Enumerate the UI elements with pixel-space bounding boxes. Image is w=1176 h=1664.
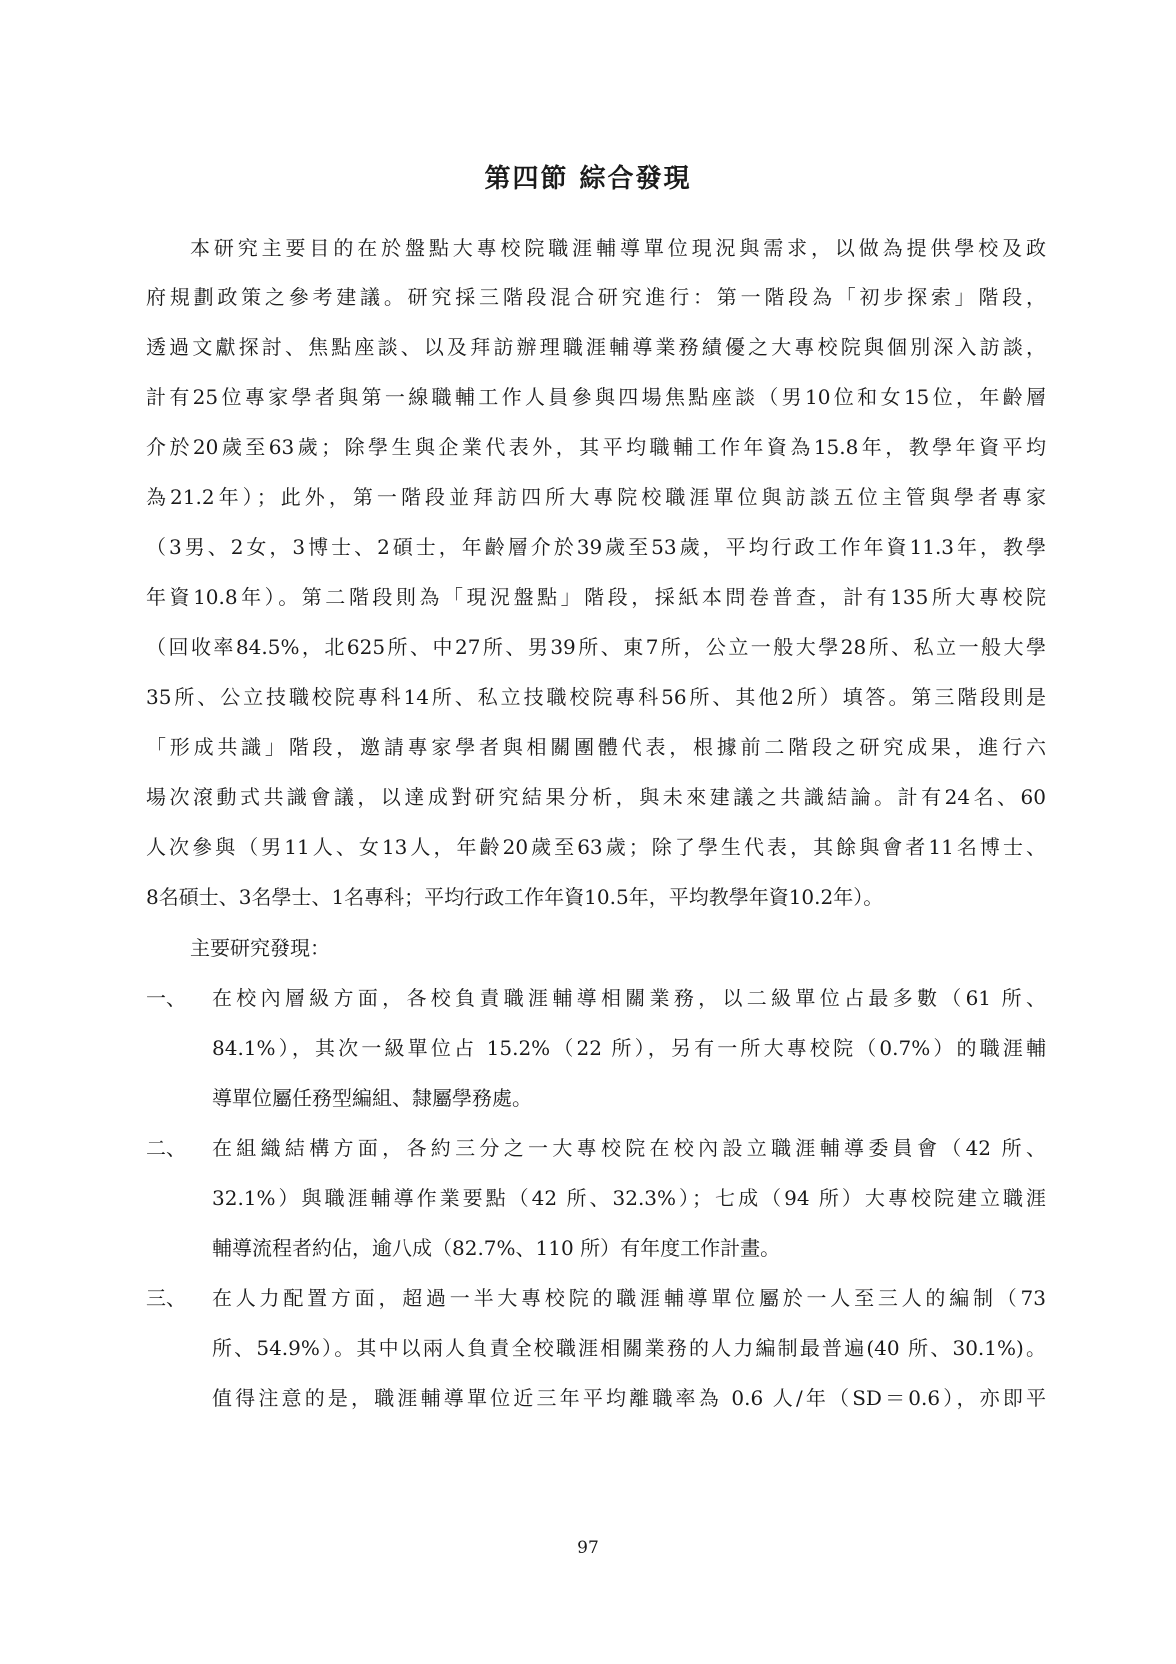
intro-line: （回收率84.5%，北625所、中27所、男39所、東7所，公立一般大學28所、私立一般大學	[146, 635, 1046, 659]
intro-line: 府規劃政策之參考建議。研究採三階段混合研究進行：第一階段為「初步探索」階段，	[146, 285, 1046, 309]
page-number: 97	[577, 1538, 599, 1558]
intro-line: 透過文獻探討、焦點座談、以及拜訪辦理職涯輔導業務績優之大專校院與個別深入訪談，	[146, 335, 1046, 359]
finding-line: 輔導流程者約佔，逾八成（82.7%、110 所）有年度工作計畫。	[212, 1236, 781, 1260]
list-marker: 三、	[146, 1286, 186, 1310]
finding-line: 84.1%），其次一級單位占 15.2%（22 所），另有一所大專校院（0.7%）的職涯輔	[212, 1036, 1046, 1060]
finding-line: 所、54.9%）。其中以兩人負責全校職涯相關業務的人力編制最普遍(40 所、30.1%)。	[212, 1336, 1046, 1360]
intro-line: 「形成共識」階段，邀請專家學者與相關團體代表，根據前二階段之研究成果，進行六	[146, 735, 1046, 759]
list-marker: 一、	[146, 986, 186, 1010]
intro-line: 年資10.8年）。第二階段則為「現況盤點」階段，採紙本問卷普查，計有135所大專校院	[146, 585, 1046, 609]
finding-line: 在組織結構方面，各約三分之一大專校院在校內設立職涯輔導委員會（42 所、	[212, 1136, 1046, 1160]
intro-line: 35所、公立技職校院專科14所、私立技職校院專科56所、其他2所）填答。第三階段則是	[146, 685, 1046, 709]
intro-line: 人次參與（男11人、女13人，年齡20歲至63歲；除了學生代表，其餘與會者11名博士、	[146, 835, 1046, 859]
finding-line: 在人力配置方面，超過一半大專校院的職涯輔導單位屬於一人至三人的編制（73	[212, 1286, 1046, 1310]
finding-line: 值得注意的是，職涯輔導單位近三年平均離職率為 0.6 人/年（SD＝0.6），亦即平	[212, 1386, 1046, 1410]
intro-line: 本研究主要目的在於盤點大專校院職涯輔導單位現況與需求，以做為提供學校及政	[190, 236, 1046, 260]
findings-heading: 主要研究發現：	[190, 936, 330, 960]
finding-line: 在校內層級方面，各校負責職涯輔導相關業務，以二級單位占最多數（61 所、	[212, 986, 1046, 1010]
finding-line: 32.1%）與職涯輔導作業要點（42 所、32.3%）；七成（94 所）大專校院建立職涯	[212, 1186, 1046, 1210]
intro-line: （3男、2女，3博士、2碩士，年齡層介於39歲至53歲，平均行政工作年資11.3年，教學	[146, 535, 1046, 559]
section-title: 第四節 綜合發現	[484, 164, 692, 194]
intro-line: 場次滾動式共識會議，以達成對研究結果分析，與未來建議之共識結論。計有24名、60	[146, 785, 1046, 809]
intro-line: 介於20歲至63歲；除學生與企業代表外，其平均職輔工作年資為15.8年，教學年資平均	[146, 435, 1046, 459]
intro-line: 計有25位專家學者與第一線職輔工作人員參與四場焦點座談（男10位和女15位，年齡層	[146, 385, 1046, 409]
finding-line: 導單位屬任務型編組、隸屬學務處。	[212, 1086, 532, 1110]
intro-line: 8名碩士、3名學士、1名專科；平均行政工作年資10.5年，平均教學年資10.2年）。	[146, 885, 884, 909]
list-marker: 二、	[146, 1136, 186, 1160]
intro-line: 為21.2年）；此外，第一階段並拜訪四所大專院校職涯單位與訪談五位主管與學者專家	[146, 485, 1046, 509]
